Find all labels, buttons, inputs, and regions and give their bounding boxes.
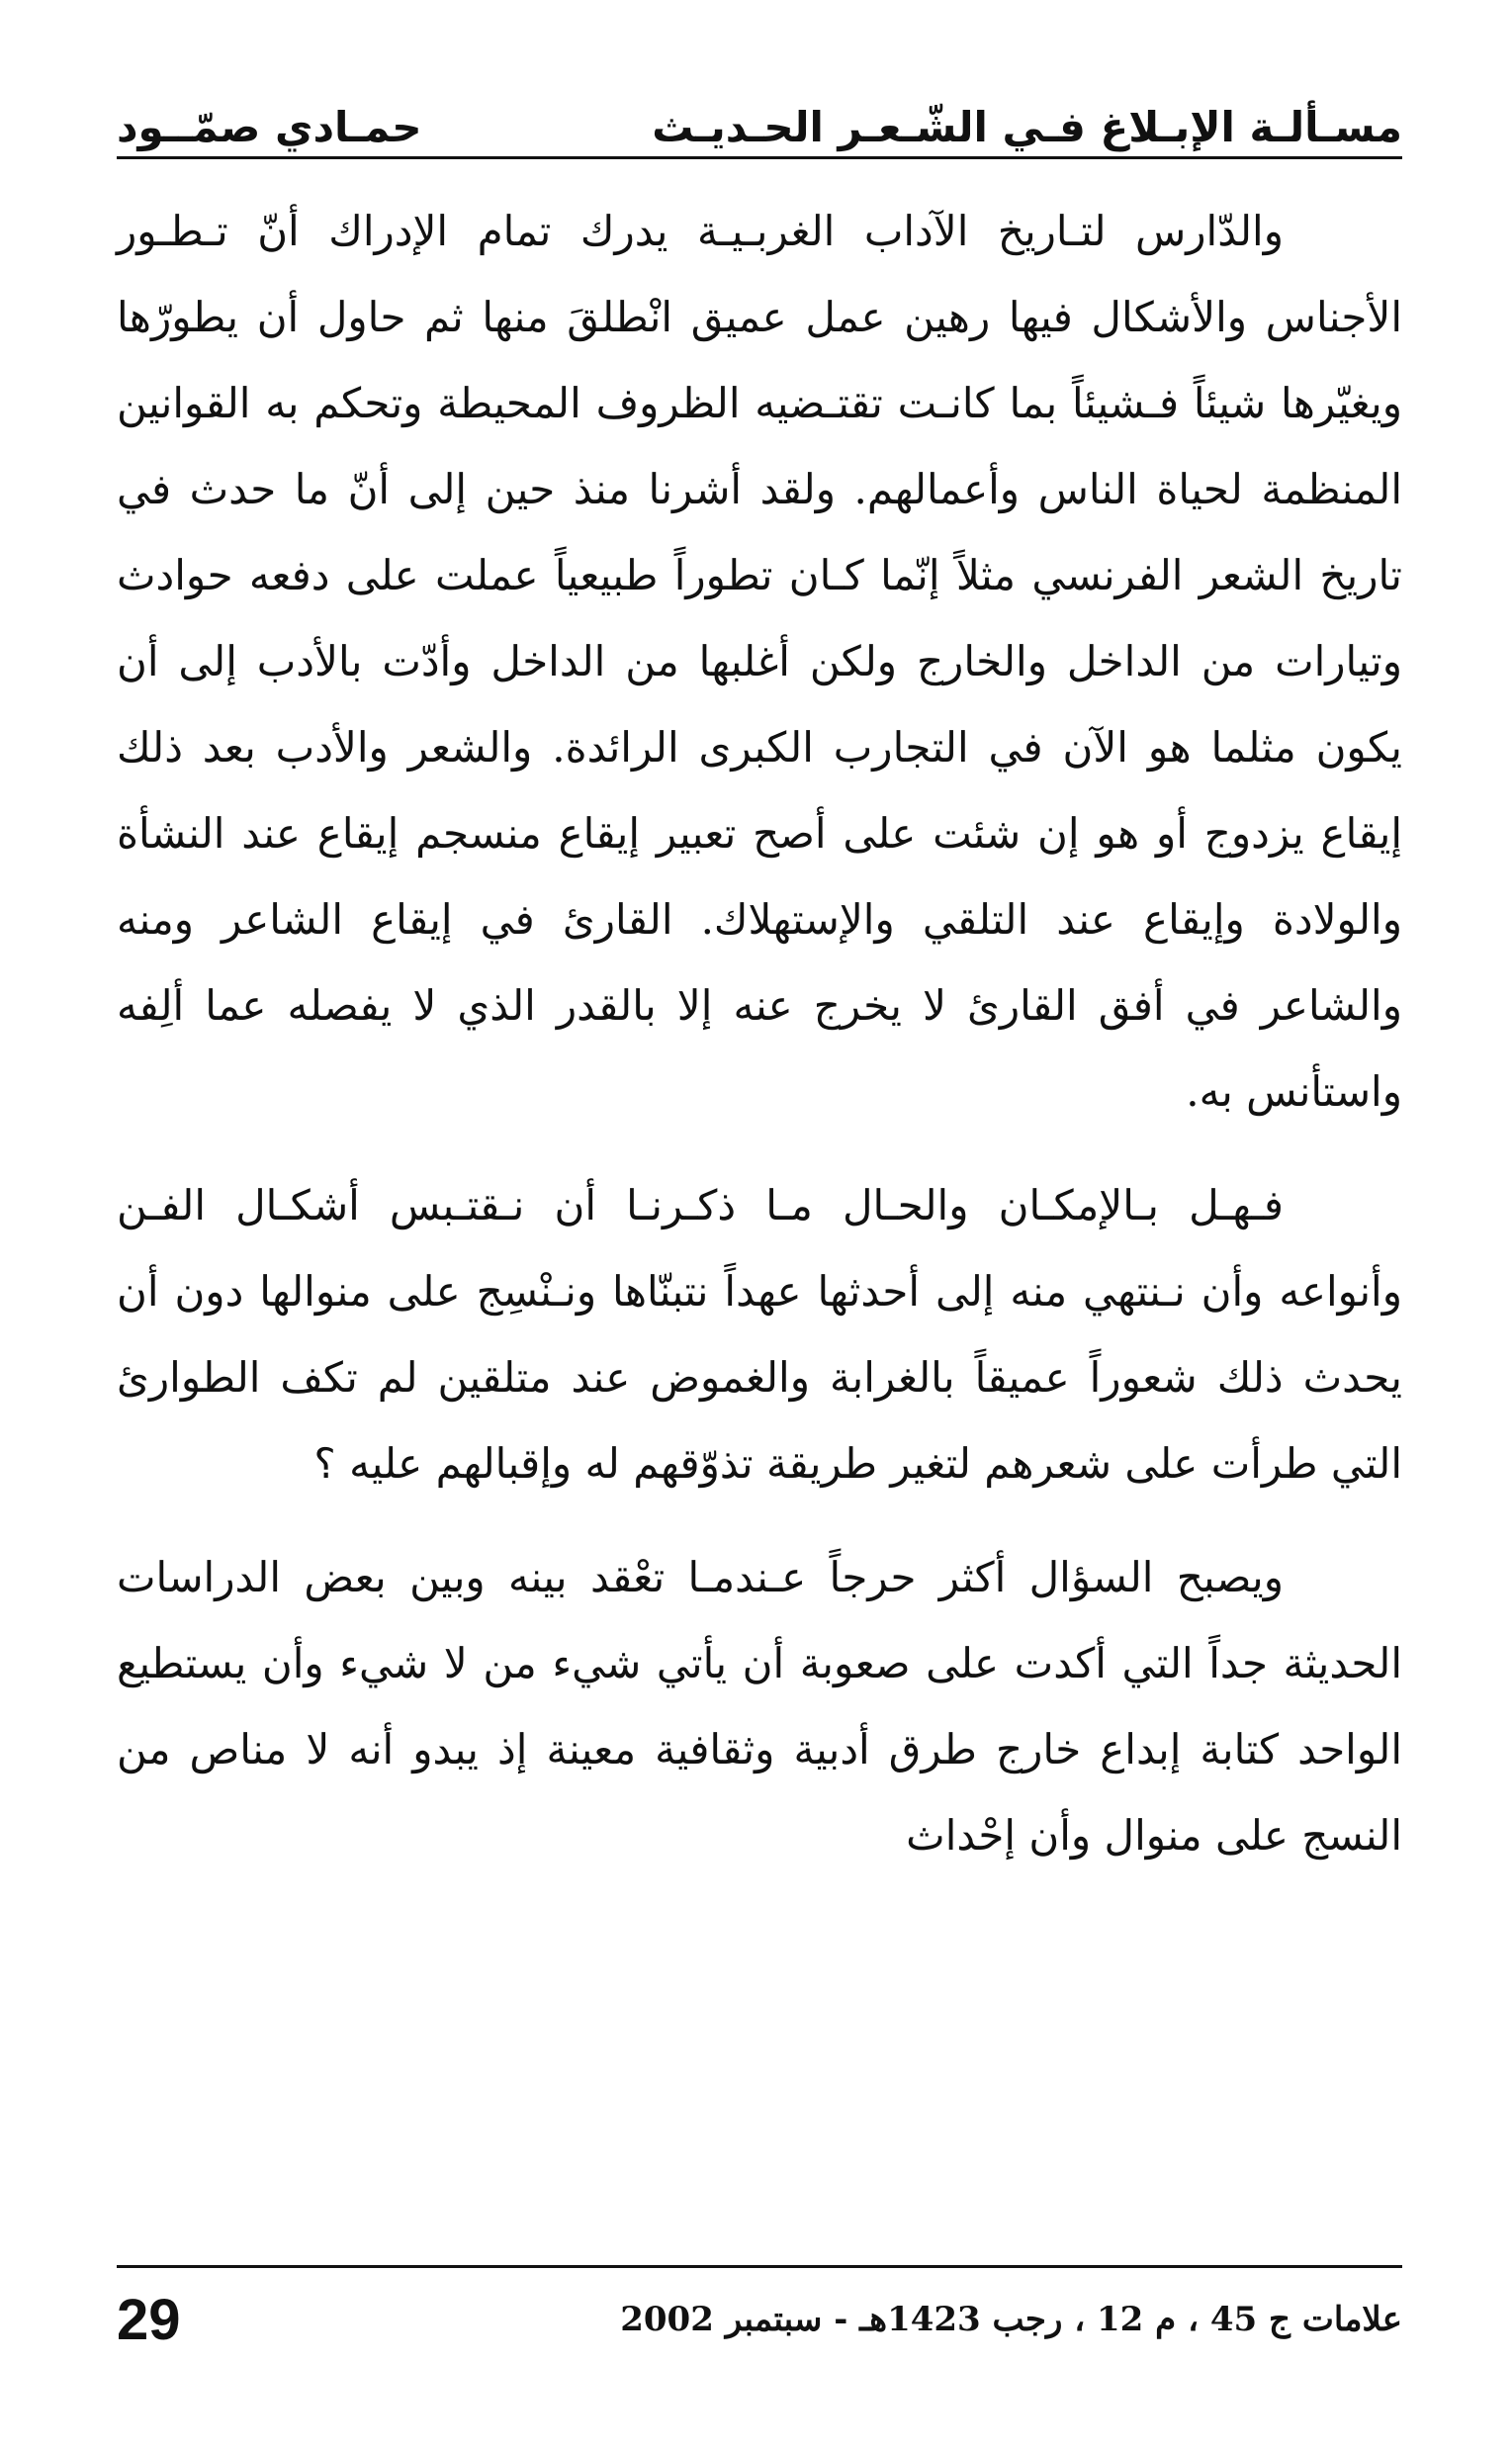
header-rule — [117, 156, 1402, 159]
paragraph-2: فـهـل بـالإمكـان والحـال مـا ذكـرنـا أن نـقتـبس أشكـال الفـن وأنواعه وأن نـنتهي منه إلى أحدثها عهداً نتبنّاها ونـنْسِج على منوالها دون أن يحدث ذلك شعوراً عميقاً بالغرابة والغموض عند متلقين لم تكف الطوارئ التي طرأت على شعرهم لتغير طريقة تذوّقهم له وإقبالهم عليه ؟ — [117, 1181, 1402, 1488]
header-author: حمـادي صمّــود — [117, 103, 422, 151]
header-title: مسـألـة الإبـلاغ فـي الشّـعـر الحـديـث — [652, 103, 1402, 151]
footer-rule — [117, 2265, 1402, 2268]
body-text — [117, 188, 1402, 1906]
journal-citation: علامات ج 45 ، م 12 ، رجب 1423هـ - سبتمبر 2002 — [620, 2300, 1402, 2339]
paragraph-1: والدّارس لتـاريخ الآداب الغربـيـة يدرك تمام الإدراك أنّ تـطـور الأجناس والأشكال فيها رهين عمل عميق انْطلقَ منها ثم حاول أن يطورّها ويغيّرها شيئاً فـشيئاً بما كانـت تقتـضيه الظروف المحيطة وتحكم به القوانين المنظمة لحياة الناس وأعمالهم. ولقد أشرنا منذ حين إلى أنّ ما حدث في تاريخ الشعر الفرنسي مثلاً إنّما كـان تطوراً طبيعياً عملت على دفعه حوادث وتيارات من الداخل والخارج ولكن أغلبها من الداخل وأدّت بالأدب إلى أن يكون مثلما هو الآن في التجارب الكبرى الرائدة. والشعر والأدب بعد ذلك إيقاع يزدوج أو هو إن شئت على أصح تعبير إيقاع منسجم إيقاع عند النشأة والولادة وإيقاع عند التلقي والإستهلاك. القارئ في إيقاع الشاعر ومنه والشاعر في أفق القارئ لا يخرج عنه إلا بالقدر الذي لا يفصله عما ألِفه واستأنس به. — [117, 207, 1402, 1116]
paragraph-3: ويصبح السؤال أكثر حرجاً عـندمـا تعْقد بينه وبين بعض الدراسات الحديثة جداً التي أكدت على صعوبة أن يأتي شيء من لا شيء وأن يستطيع الواحد كتابة إبداع خارج طرق أدبية وثقافية معينة إذ يبدو أنه لا مناص من النسج على منوال وأن إحْداث — [117, 1553, 1402, 1860]
page-number: 29 — [117, 2287, 181, 2352]
running-footer — [117, 2280, 1402, 2359]
running-header — [117, 59, 1402, 151]
